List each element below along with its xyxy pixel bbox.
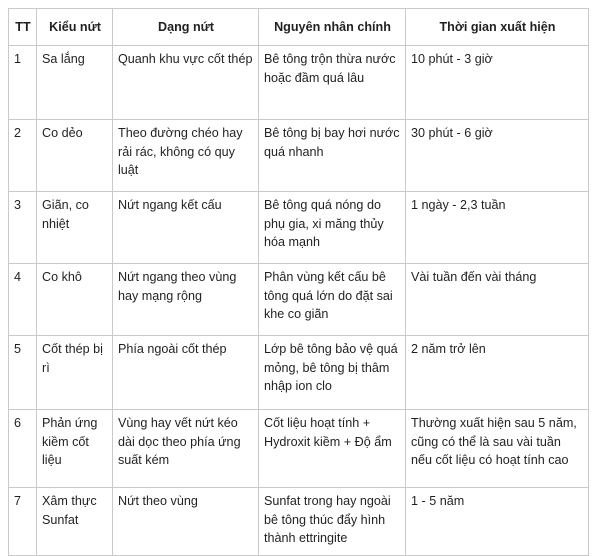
cell-dang: Theo đường chéo hay rải rác, không có quy luật [113, 120, 259, 192]
cell-tg: Vài tuần đến vài tháng [406, 264, 589, 336]
cell-ngnh: Phân vùng kết cấu bê tông quá lớn do đặt sai khe co giãn [259, 264, 406, 336]
table-row [9, 120, 589, 192]
cell-ngnh: Bê tông trộn thừa nước hoặc đầm quá lâu [259, 46, 406, 120]
column-header-kieu-nut: Kiểu nứt [37, 9, 113, 46]
cell-kieu: Cốt thép bị rì [37, 336, 113, 410]
cell-ngnh: Bê tông bị bay hơi nước quá nhanh [259, 120, 406, 192]
cell-tt: 5 [9, 336, 37, 410]
cell-tg: 10 phút - 3 giờ [406, 46, 589, 120]
table-row [9, 410, 589, 488]
cell-dang: Nứt theo vùng [113, 488, 259, 556]
cell-tg: 1 ngày - 2,3 tuần [406, 192, 589, 264]
column-header-thoi-gian-xuat-hien: Thời gian xuất hiện [406, 9, 589, 46]
table-row [9, 336, 589, 410]
table-header [9, 9, 589, 46]
cell-tg: 2 năm trở lên [406, 336, 589, 410]
cell-ngnh: Lớp bê tông bảo vệ quá mỏng, bê tông bị thâm nhập ion clo [259, 336, 406, 410]
cell-tt: 1 [9, 46, 37, 120]
cell-ngnh: Cốt liệu hoạt tính + Hydroxit kiềm + Độ ẩm [259, 410, 406, 488]
cell-kieu: Co khô [37, 264, 113, 336]
cell-tg: 30 phút - 6 giờ [406, 120, 589, 192]
cell-ngnh: Sunfat trong hay ngoài bê tông thúc đẩy hình thành ettringite [259, 488, 406, 556]
cell-dang: Nứt ngang theo vùng hay mạng rộng [113, 264, 259, 336]
table-row [9, 46, 589, 120]
column-header-nguyen-nhan-chinh: Nguyên nhân chính [259, 9, 406, 46]
header-row [9, 9, 589, 46]
table-row [9, 192, 589, 264]
cell-tg: 1 - 5 năm [406, 488, 589, 556]
cell-kieu: Sa lắng [37, 46, 113, 120]
cell-tt: 4 [9, 264, 37, 336]
cell-kieu: Co dẻo [37, 120, 113, 192]
cell-kieu: Giãn, co nhiệt [37, 192, 113, 264]
cell-dang: Phía ngoài cốt thép [113, 336, 259, 410]
column-header-dang-nut: Dạng nứt [113, 9, 259, 46]
cell-tt: 2 [9, 120, 37, 192]
table-row [9, 488, 589, 556]
cell-tt: 6 [9, 410, 37, 488]
cell-dang: Quanh khu vực cốt thép [113, 46, 259, 120]
cell-tt: 3 [9, 192, 37, 264]
cell-ngnh: Bê tông quá nóng do phụ gia, xi măng thủy hóa mạnh [259, 192, 406, 264]
cell-kieu: Xâm thực Sunfat [37, 488, 113, 556]
column-header-tt: TT [9, 9, 37, 46]
cell-dang: Vùng hay vết nứt kéo dài dọc theo phía ứng suất kém [113, 410, 259, 488]
cell-tg: Thường xuất hiện sau 5 năm, cũng có thể là sau vài tuần nếu cốt liệu có hoạt tính cao [406, 410, 589, 488]
table-row [9, 264, 589, 336]
cell-dang: Nứt ngang kết cấu [113, 192, 259, 264]
cell-kieu: Phản ứng kiềm cốt liệu [37, 410, 113, 488]
crack-classification-table [8, 8, 589, 556]
table-body [9, 46, 589, 556]
cell-tt: 7 [9, 488, 37, 556]
